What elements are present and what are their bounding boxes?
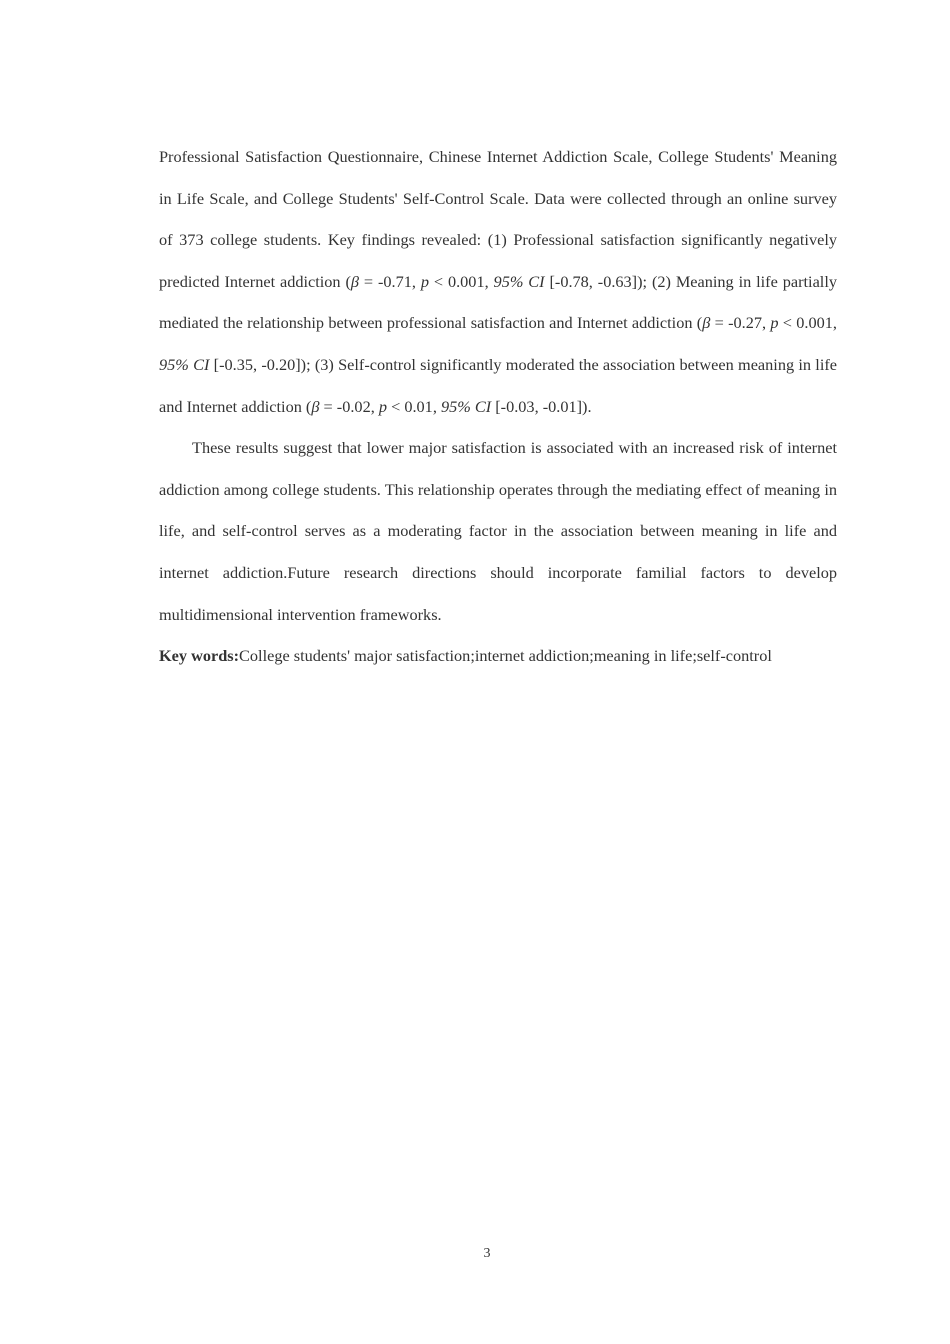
abstract-paragraph-2 <box>159 427 837 635</box>
italic-symbol: β <box>311 396 320 416</box>
text-run: [-0.03, -0.01]). <box>491 396 592 416</box>
text-run: = -0.27, <box>710 313 771 333</box>
italic-symbol: p <box>770 313 779 333</box>
italic-symbol: 95% CI <box>440 396 492 416</box>
text-run: < 0.001, <box>428 271 494 291</box>
text-run: [-0.78, -0.63]); (2) Meaning in life partially mediated the relationship between professional satisfaction and Internet addiction ( <box>159 271 837 333</box>
keywords-text: College students' major satisfaction;internet addiction;meaning in life;self-control <box>239 646 772 666</box>
italic-symbol: p <box>378 396 387 416</box>
text-run: Professional Satisfaction Questionnaire, Chinese Internet Addiction Scale, College Students' Meaning in Life Scale, and College Students' Self-Control Scale. Data were collected through an online survey of 373 college students. Key findings revealed: (1) Professional satisfaction significantly negatively predicted Internet addiction ( <box>159 147 837 291</box>
italic-symbol: β <box>350 271 359 291</box>
text-run: < 0.001, <box>778 313 837 333</box>
page-number: 3 <box>483 1246 491 1261</box>
italic-symbol: 95% CI <box>493 271 545 291</box>
keywords-label: Key words: <box>159 646 240 666</box>
keywords-line <box>159 635 837 677</box>
text-run: These results suggest that lower major satisfaction is associated with an increased risk of internet addiction among college students. This relationship operates through the mediating effect of meaning in life, and self-control serves as a moderating factor in the association between meaning in life and internet addiction.Future research directions should incorporate familial factors to develop multidimensional intervention frameworks. <box>159 438 837 624</box>
text-run: = -0.71, <box>359 271 421 291</box>
abstract-paragraph-1 <box>159 136 837 427</box>
text-run: [-0.35, -0.20]); (3) Self-control significantly moderated the association between meaning in life and Internet addiction ( <box>159 354 837 416</box>
italic-symbol: p <box>420 271 429 291</box>
italic-symbol: β <box>702 313 711 333</box>
italic-symbol: 95% CI <box>159 354 210 374</box>
abstract-body <box>159 136 837 677</box>
text-run: < 0.01, <box>387 396 441 416</box>
text-run: = -0.02, <box>319 396 379 416</box>
